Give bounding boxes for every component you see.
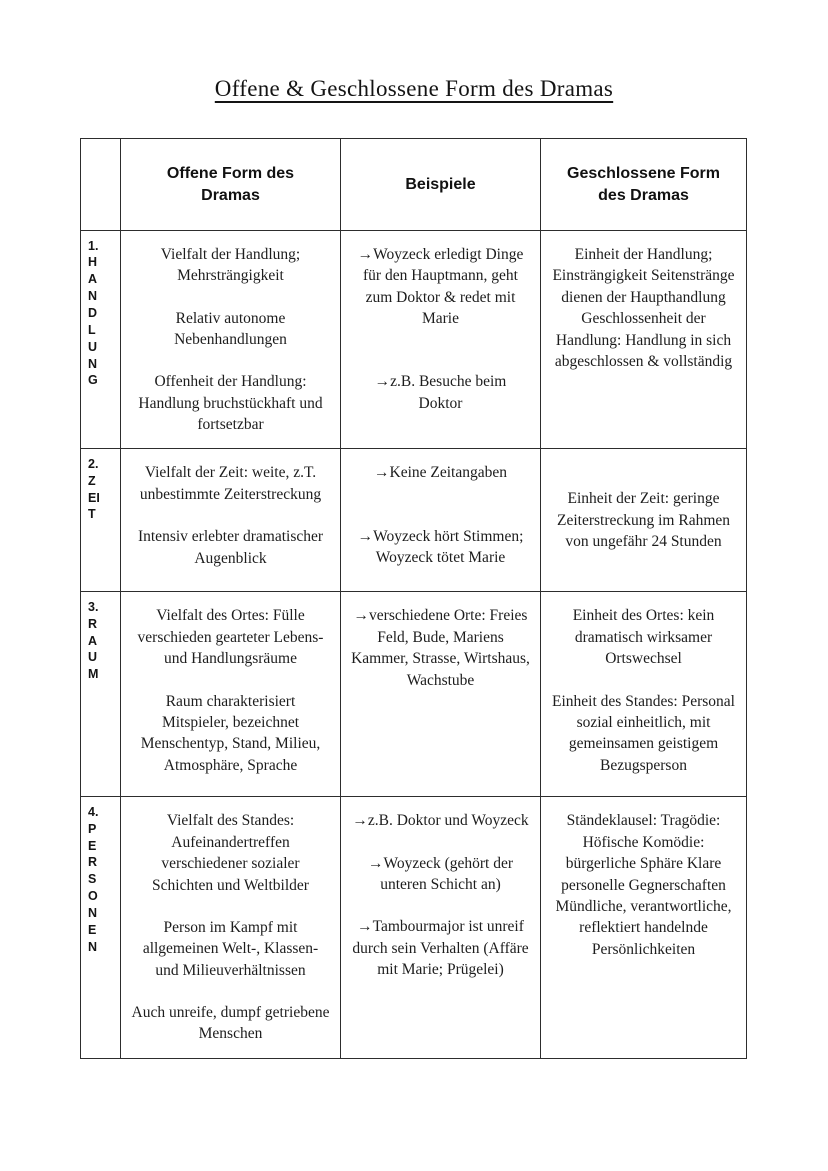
cell-zeit-offene (121, 449, 341, 592)
row-number: 3. (88, 600, 99, 615)
paragraph: Raum charakterisiert Mitspieler, bezeichnet Menschentyp, Stand, Milieu, Atmosphäre, Sprache (140, 692, 321, 774)
cell-personen-beispiele (341, 797, 541, 1058)
row-label-zeit (81, 449, 121, 592)
page-title: Offene & Geschlossene Form des Dramas (214, 76, 614, 101)
paragraph: Einheit der Handlung; Einsträngigkeit Seitenstränge dienen der Haupthandlung Geschlossenheit der Handlung: Handlung in sich abgeschlossen & vollständig (552, 246, 735, 370)
paragraph: Vielfalt der Handlung; Mehrsträngigkeit (160, 246, 301, 285)
paragraph: Ständeklausel: Tragödie: Höfische Komödie: bürgerliche Sphäre Klare personelle Gegnerschaften Mündliche, verantwortliche, reflektiert handelnde Persönlichkeiten (555, 812, 732, 958)
table-row-personen (81, 797, 747, 1058)
paragraph: →Tambourmajor ist unreif durch sein Verhalten (Affäre mit Marie; Prügelei) (352, 918, 529, 979)
paragraph: →Woyzeck hört Stimmen; Woyzeck tötet Marie (357, 527, 524, 567)
row-label-text: HANDLUNG (88, 255, 98, 388)
paragraph: Einheit des Ortes: kein dramatisch wirksamer Ortswechsel (572, 607, 715, 668)
paragraph: Einheit des Standes: Personal sozial einheitlich, mit gemeinsamen geistigem Bezugsperson (552, 692, 735, 774)
paragraph: →z.B. Besuche beim Doktor (374, 373, 507, 412)
cell-zeit-geschlossene (541, 449, 747, 592)
cell-raum-beispiele (341, 592, 541, 797)
cell-zeit-beispiele (341, 449, 541, 592)
row-label-personen (81, 797, 121, 1058)
row-label-raum (81, 592, 121, 797)
cell-handlung-geschlossene (541, 231, 747, 449)
row-number: 4. (88, 805, 99, 820)
row-label-text: ZEIT (88, 473, 100, 522)
cell-raum-offene (121, 592, 341, 797)
header-offene-form: Offene Form des Dramas (121, 139, 341, 231)
table-row-handlung (81, 231, 747, 449)
paragraph: Auch unreife, dumpf getriebene Menschen (131, 1003, 330, 1043)
header-beispiele: Beispiele (341, 139, 541, 231)
row-label-text: PERSONEN (88, 821, 98, 954)
cell-raum-geschlossene (541, 592, 747, 797)
paragraph: →z.B. Doktor und Woyzeck (352, 812, 529, 830)
row-label-text: RAUM (88, 616, 99, 682)
paragraph: →Woyzeck erledigt Dinge für den Hauptmann, geht zum Doktor & redet mit Marie (357, 246, 524, 328)
header-geschlossene-form: Geschlossene Form des Dramas (541, 139, 747, 231)
row-label-handlung (81, 231, 121, 449)
table-header-row (81, 139, 747, 231)
cell-handlung-beispiele (341, 231, 541, 449)
paragraph: Vielfalt der Zeit: weite, z.T. unbestimmte Zeiterstreckung (139, 464, 322, 503)
paragraph: Offenheit der Handlung: Handlung bruchstückhaft und fortsetzbar (138, 373, 323, 434)
header-empty (81, 139, 121, 231)
paragraph: Intensiv erlebter dramatischer Augenblick (137, 528, 324, 567)
cell-personen-offene (121, 797, 341, 1058)
paragraph: Relativ autonome Nebenhandlungen (174, 309, 287, 349)
paragraph: Einheit der Zeit: geringe Zeiterstreckung im Rahmen von ungefähr 24 Stunden (556, 490, 731, 551)
paragraph: →Keine Zeitangaben (374, 464, 507, 482)
cell-handlung-offene (121, 231, 341, 449)
paragraph: Vielfalt des Ortes: Fülle verschieden gearteter Lebens- und Handlungsräume (137, 607, 324, 668)
paragraph: →Woyzeck (gehört der unteren Schicht an) (367, 854, 514, 894)
paragraph: Vielfalt des Standes: Aufeinandertreffen verschiedener sozialer Schichten und Weltbilder (152, 812, 309, 894)
cell-personen-geschlossene (541, 797, 747, 1058)
paragraph: Person im Kampf mit allgemeinen Welt-, Klassen- und Milieuverhältnissen (142, 918, 319, 979)
table-row-zeit (81, 449, 747, 592)
drama-comparison-table (80, 138, 747, 1059)
table-row-raum (81, 592, 747, 797)
row-number: 2. (88, 457, 99, 472)
row-number: 1. (88, 239, 99, 253)
paragraph: →verschiedene Orte: Freies Feld, Bude, Mariens Kammer, Strasse, Wirtshaus, Wachstube (351, 607, 530, 689)
